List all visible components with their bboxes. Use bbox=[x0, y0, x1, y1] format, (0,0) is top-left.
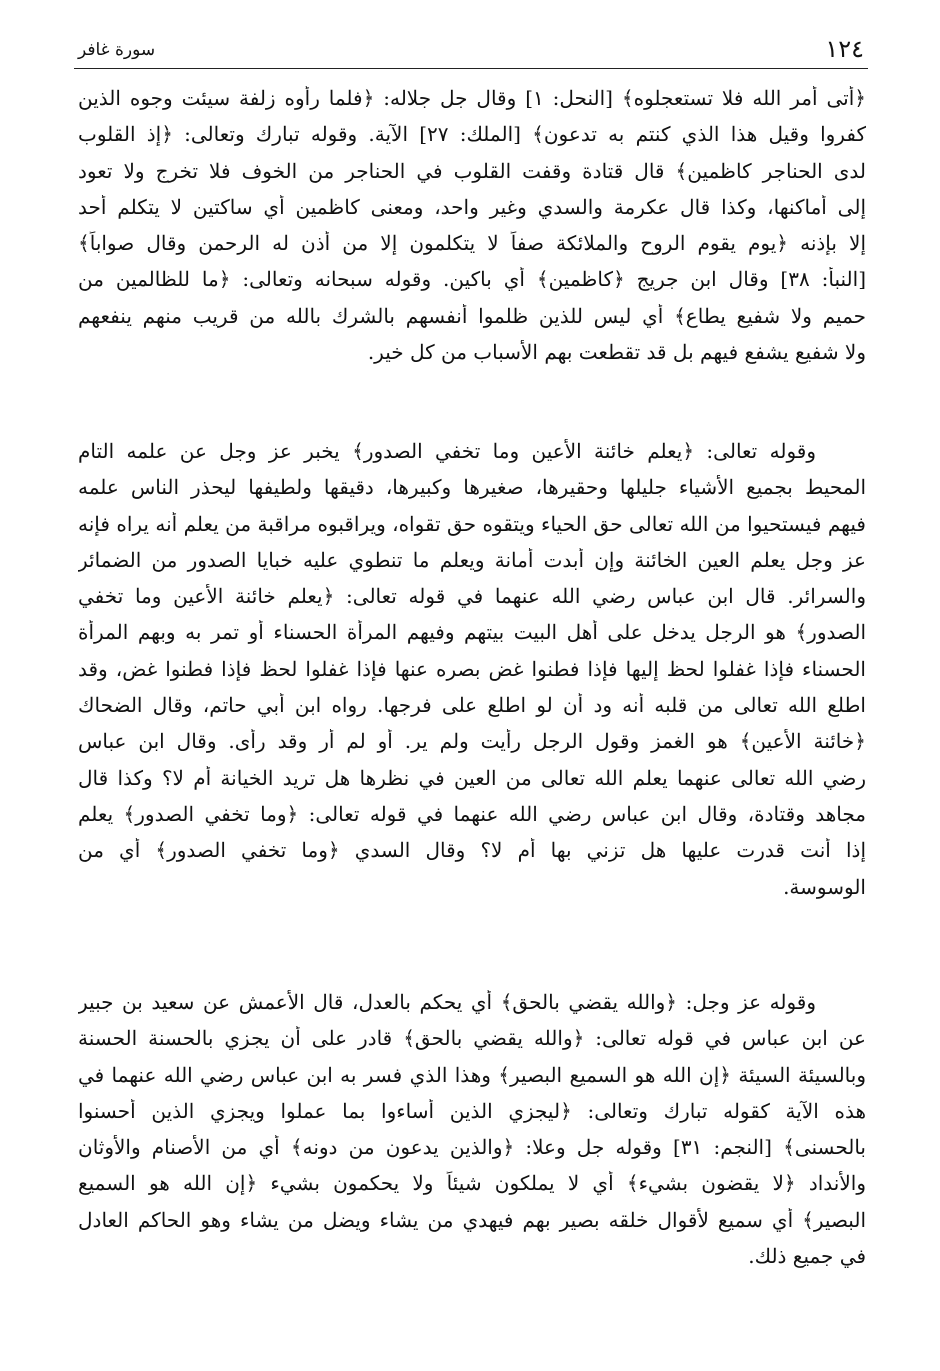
text-line: البصير﴾ أي سميع لأقوال خلقه بصير بهم فيهدي من يشاء ويضل من يشاء وهو الحاكم العادل bbox=[78, 1207, 866, 1232]
text-line: الصدور﴾ هو الرجل يدخل على أهل البيت بيتهم وفيهم المرأة الحسناء أو تمر به وبهم المرأة bbox=[78, 620, 866, 645]
running-title: سورة غافر bbox=[78, 40, 156, 60]
text-line: وقوله عز وجل: ﴿والله يقضي بالحق﴾ أي يحكم بالعدل، قال الأعمش عن سعيد بن جبير bbox=[78, 990, 816, 1014]
text-line: هذه الآية كقوله تبارك وتعالى: ﴿ليجزي الذين أساءوا بما عملوا ويجزي الذين أحسنوا bbox=[78, 1098, 866, 1123]
text-line: عز وجل يعلم العين الخائنة وإن أبدت أمانة ويعلم ما تنطوي عليه خبايا الصدور من الضمائر bbox=[78, 547, 866, 572]
text-line: الوسوسة. bbox=[783, 874, 866, 899]
text-line: بالحسنى﴾ [النجم: ٣١] وقوله جل وعلا: ﴿والذين يدعون من دونه﴾ أي من الأصنام والأوثان bbox=[78, 1135, 866, 1160]
text-line: والأنداد ﴿لا يقضون بشيء﴾ أي لا يملكون شيئاً ولا يحكمون بشيء ﴿إن الله هو السميع bbox=[78, 1171, 866, 1196]
text-line: [النبأ: ٣٨] وقال ابن جريج ﴿كاظمين﴾ أي باكين. وقوله سبحانه وتعالى: ﴿ما للظالمين من bbox=[78, 267, 866, 292]
text-line: وبالسيئة السيئة ﴿إن الله هو السميع البصير﴾ وهذا الذي فسر به ابن عباس رضي الله عنهما في bbox=[78, 1062, 866, 1087]
text-line: عن ابن عباس في قوله تعالى: ﴿والله يقضي بالحق﴾ قادر على أن يجزي بالحسنة الحسنة bbox=[78, 1026, 866, 1051]
paragraph-1 bbox=[78, 86, 866, 376]
paragraph-3 bbox=[78, 990, 866, 1280]
text-line: إلى أماكنها، وكذا قال عكرمة والسدي وغير واحد، ومعنى كاظمين أي ساكتين لا يتكلم أحد bbox=[78, 194, 866, 219]
text-line: مجاهد وقتادة، وقال ابن عباس رضي الله عنهما في قوله تعالى: ﴿وما تخفي الصدور﴾ يعلم bbox=[78, 801, 866, 826]
text-line: في جميع ذلك. bbox=[748, 1244, 866, 1269]
text-line: فيهم فيستحيوا من الله تعالى حق الحياء ويتقوه حق تقواه، ويراقبوه مراقبة من يعلم أنه يراه فإنه bbox=[78, 511, 866, 536]
text-line: والسرائر. قال ابن عباس رضي الله عنهما في قوله تعالى: ﴿يعلم خائنة الأعين وما تخفي bbox=[78, 584, 866, 609]
page-header bbox=[74, 34, 868, 69]
text-line: إذا أنت قدرت عليها هل تزني بها أم لا؟ وقال السدي ﴿وما تخفي الصدور﴾ أي من bbox=[78, 838, 866, 863]
text-line: المحيط بجميع الأشياء جليلها وحقيرها، صغيرها وكبيرها، دقيقها ولطيفها ليحذر الناس علمه bbox=[78, 475, 866, 500]
text-line: إلا بإذنه ﴿يوم يقوم الروح والملائكة صفاً لا يتكلمون إلا من أذن له الرحمن وقال صواباً﴾ bbox=[78, 231, 866, 256]
text-line: حميم ولا شفيع يطاع﴾ أي ليس للذين ظلموا أنفسهم بالشرك بالله من قريب منهم ينفعهم bbox=[78, 303, 866, 328]
text-line: الحسناء فإذا غفلوا لحظ إليها فإذا فطنوا غض بصره عنها فإذا غفلوا لحظ فإذا فطنوا غض، وقد bbox=[78, 656, 866, 681]
text-line: ﴿أتى أمر الله فلا تستعجلوه﴾ [النحل: ١] وقال جل جلاله: ﴿فلما رأوه زلفة سيئت وجوه الذين bbox=[78, 86, 866, 110]
text-line: رضي الله تعالى عنهما يعلم الله تعالى من العين في نظرها هل تريد الخيانة أم لا؟ وكذا قال bbox=[78, 765, 866, 790]
text-line: ﴿خائنة الأعين﴾ هو الغمز وقول الرجل رأيت ولم ير. أو لم أر وقد رأى. وقال ابن عباس bbox=[78, 729, 866, 754]
text-line: لدى الحناجر كاظمين﴾ قال قتادة وقفت القلوب في الحناجر من الخوف فلا تخرج ولا تعود bbox=[78, 158, 866, 183]
paragraph-2 bbox=[78, 439, 866, 911]
text-line: اطلع الله تعالى من قلبه أنه ود أن لو اطلع على فرجها. رواه ابن أبي حاتم، وقال الضحاك bbox=[78, 693, 866, 718]
page-number: ١٢٤ bbox=[825, 35, 864, 63]
text-line: وقوله تعالى: ﴿يعلم خائنة الأعين وما تخفي الصدور﴾ يخبر عز وجل عن علمه التام bbox=[78, 439, 816, 463]
text-line: كفروا وقيل هذا الذي كنتم به تدعون﴾ [الملك: ٢٧] الآية. وقوله تبارك وتعالى: ﴿إذ القلوب bbox=[78, 122, 866, 147]
text-line: ولا شفيع يشفع فيهم بل قد تقطعت بهم الأسباب من كل خير. bbox=[367, 340, 866, 365]
